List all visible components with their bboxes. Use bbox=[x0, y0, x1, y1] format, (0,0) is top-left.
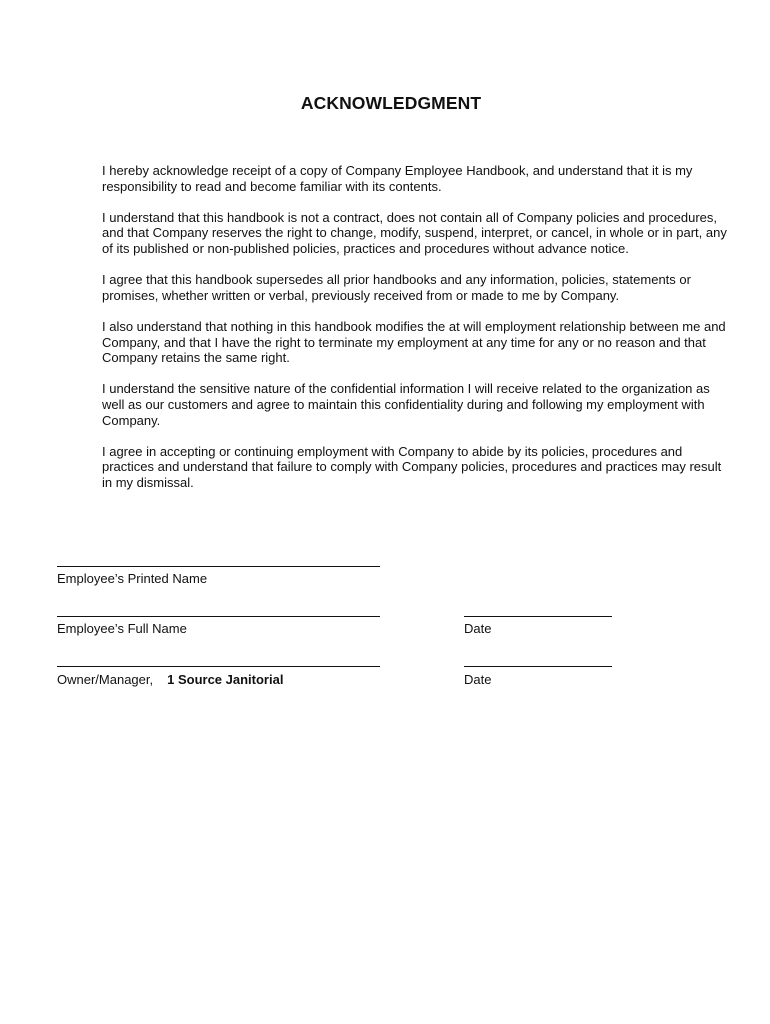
full-name-label: Employee’s Full Name bbox=[57, 621, 187, 636]
paragraph-compliance: I agree in accepting or continuing employment with Company to abide by its policies, procedures and practices and understand that failure to comply with Company policies, procedures and practices may result in my dismissal. bbox=[102, 443, 722, 490]
printed-name-line[interactable] bbox=[57, 566, 380, 567]
owner-label-row bbox=[57, 672, 283, 687]
paragraph-receipt: I hereby acknowledge receipt of a copy of Company Employee Handbook, and understand that it is my responsibility to read and become familiar with its contents. bbox=[102, 163, 693, 194]
printed-name-label: Employee’s Printed Name bbox=[57, 571, 208, 586]
full-name-line[interactable] bbox=[57, 616, 380, 617]
date-line-2[interactable] bbox=[464, 666, 612, 667]
page-title: ACKNOWLEDGMENT bbox=[300, 93, 482, 113]
date-label-1: Date bbox=[464, 621, 492, 636]
paragraph-not-contract: I understand that this handbook is not a contract, does not contain all of Company policies and procedures, and that Company reserves the right to change, modify, suspend, interpret, or cancel, in whole or in part, any of its published or non-published policies, practices and procedures without advance notice. bbox=[102, 209, 727, 256]
company-name: 1 Source Janitorial bbox=[167, 672, 284, 687]
paragraph-at-will: I also understand that nothing in this handbook modifies the at will employment relationship between me and Company, and that I have the right to terminate my employment at any time for any or no reason and that Company retains the same right. bbox=[102, 318, 726, 366]
owner-signature-line[interactable] bbox=[57, 666, 380, 667]
owner-manager-label: Owner/Manager, bbox=[57, 672, 154, 687]
date-line-1[interactable] bbox=[464, 616, 612, 617]
paragraph-confidentiality: I understand the sensitive nature of the confidential information I will receive related to the organization as well as our customers and agree to maintain this confidentiality during and following my employment with Company. bbox=[102, 381, 710, 428]
date-label-2: Date bbox=[464, 672, 492, 687]
acknowledgment-body bbox=[102, 163, 730, 506]
paragraph-supersedes: I agree that this handbook supersedes all prior handbooks and any information, policies, statements or promises, whether written or verbal, previously received from or made to me by Company. bbox=[102, 272, 691, 303]
